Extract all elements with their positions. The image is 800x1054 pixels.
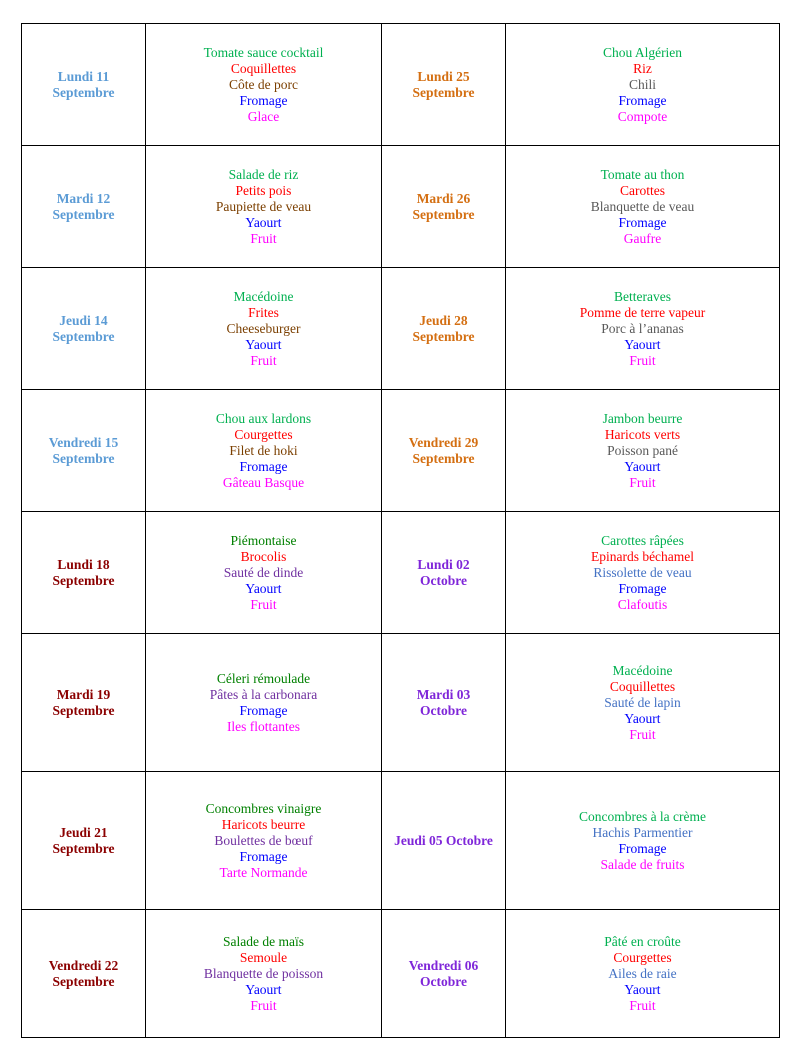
day-date-line: Lundi 11 [57, 68, 110, 84]
day-date-line: Jeudi 28 [419, 312, 468, 328]
day-date-cell [382, 268, 506, 390]
day-date-cell [382, 910, 506, 1038]
dish-item: Carottes [620, 182, 665, 198]
dish-item: Iles flottantes [226, 718, 301, 734]
dish-item: Haricots verts [604, 426, 681, 442]
dish-item: Epinards béchamel [590, 548, 695, 564]
dish-item: Chou aux lardons [215, 410, 312, 426]
day-date-cell [22, 390, 146, 512]
dish-item: Concombres vinaigre [205, 800, 322, 816]
day-dishes-cell [146, 634, 382, 772]
dish-item: Chili [628, 76, 656, 92]
menu-table [21, 23, 780, 1038]
day-dishes-cell [146, 910, 382, 1038]
dish-item: Sauté de lapin [604, 694, 681, 710]
day-date-line: Septembre [412, 84, 475, 100]
dish-item: Tomate au thon [600, 166, 685, 182]
day-dishes-cell [146, 772, 382, 910]
day-date-line: Septembre [52, 702, 115, 718]
day-date-line: Mardi 12 [56, 190, 111, 206]
day-date-cell [22, 910, 146, 1038]
dish-item: Blanquette de poisson [203, 965, 324, 981]
dish-item: Côte de porc [229, 76, 298, 92]
day-date-line: Octobre [420, 572, 467, 588]
day-dishes-cell [146, 512, 382, 634]
day-dishes-cell [506, 512, 780, 634]
dish-item: Chou Algérien [602, 44, 683, 60]
day-date-line: Septembre [412, 328, 475, 344]
day-date-line: Octobre [420, 973, 467, 989]
dish-item: Semoule [239, 949, 288, 965]
day-date-line: Septembre [52, 206, 115, 222]
day-date-cell [382, 390, 506, 512]
day-dishes-cell [506, 24, 780, 146]
menu-body [22, 24, 780, 1038]
day-dishes-cell [506, 146, 780, 268]
dish-item: Coquillettes [609, 678, 676, 694]
dish-item: Fromage [618, 580, 667, 596]
day-date-line: Octobre [420, 702, 467, 718]
day-date-line: Lundi 02 [417, 556, 470, 572]
dish-item: Brocolis [240, 548, 287, 564]
dish-item: Fruit [250, 230, 277, 246]
dish-item: Courgettes [234, 426, 293, 442]
dish-item: Riz [633, 60, 652, 76]
dish-item: Yaourt [245, 214, 282, 230]
day-date-cell [382, 146, 506, 268]
dish-item: Macédoine [233, 288, 294, 304]
dish-item: Carottes râpées [601, 532, 684, 548]
dish-item: Cheeseburger [226, 320, 301, 336]
dish-item: Salade de riz [228, 166, 299, 182]
day-dishes-cell [146, 268, 382, 390]
day-date-line: Vendredi 15 [48, 434, 119, 450]
dish-item: Filet de hoki [229, 442, 298, 458]
menu-row [22, 24, 780, 146]
day-date-line: Septembre [52, 840, 115, 856]
day-date-cell [22, 772, 146, 910]
menu-row [22, 390, 780, 512]
dish-item: Fromage [239, 848, 288, 864]
day-date-cell [382, 512, 506, 634]
dish-item: Fruit [250, 997, 277, 1013]
day-date-line: Vendredi 06 [408, 957, 479, 973]
dish-item: Yaourt [245, 336, 282, 352]
day-date-line: Jeudi 14 [59, 312, 108, 328]
dish-item: Tarte Normande [219, 864, 308, 880]
dish-item: Piémontaise [230, 532, 297, 548]
dish-item: Tomate sauce cocktail [203, 44, 324, 60]
day-dishes-cell [506, 634, 780, 772]
menu-row [22, 146, 780, 268]
dish-item: Fromage [239, 458, 288, 474]
dish-item: Clafoutis [617, 596, 668, 612]
menu-row [22, 512, 780, 634]
dish-item: Pomme de terre vapeur [579, 304, 706, 320]
dish-item: Gaufre [623, 230, 662, 246]
day-date-cell [382, 772, 506, 910]
day-date-line: Septembre [412, 450, 475, 466]
day-dishes-cell [146, 146, 382, 268]
dish-item: Poisson pané [607, 442, 678, 458]
dish-item: Fromage [239, 92, 288, 108]
dish-item: Compote [617, 108, 668, 124]
day-date-cell [382, 24, 506, 146]
dish-item: Concombres à la crème [578, 808, 707, 824]
day-date-line: Septembre [52, 328, 115, 344]
dish-item: Yaourt [624, 458, 661, 474]
day-date-line: Jeudi 21 [59, 824, 108, 840]
day-date-line: Mardi 26 [416, 190, 471, 206]
dish-item: Rissolette de veau [593, 564, 692, 580]
dish-item: Glace [247, 108, 280, 124]
dish-item: Salade de fruits [600, 856, 685, 872]
dish-item: Fruit [629, 474, 656, 490]
dish-item: Fromage [239, 702, 288, 718]
dish-item: Porc à l’ananas [601, 320, 684, 336]
day-dishes-cell [146, 24, 382, 146]
day-date-line: Septembre [52, 84, 115, 100]
day-date-line: Septembre [412, 206, 475, 222]
dish-item: Paupiette de veau [215, 198, 312, 214]
dish-item: Fruit [629, 726, 656, 742]
day-date-line: Septembre [52, 450, 115, 466]
dish-item: Yaourt [245, 981, 282, 997]
dish-item: Fruit [629, 997, 656, 1013]
dish-item: Petits pois [235, 182, 292, 198]
day-date-line: Septembre [52, 973, 115, 989]
day-dishes-cell [146, 390, 382, 512]
day-date-line: Septembre [52, 572, 115, 588]
dish-item: Sauté de dinde [223, 564, 304, 580]
day-date-line: Lundi 25 [417, 68, 470, 84]
dish-item: Gâteau Basque [222, 474, 305, 490]
day-date-cell [22, 512, 146, 634]
day-date-line: Mardi 03 [416, 686, 471, 702]
day-date-cell [22, 24, 146, 146]
dish-item: Yaourt [245, 580, 282, 596]
day-date-line: Lundi 18 [57, 556, 110, 572]
dish-item: Fromage [618, 92, 667, 108]
day-date-cell [22, 634, 146, 772]
dish-item: Yaourt [624, 981, 661, 997]
dish-item: Boulettes de bœuf [214, 832, 313, 848]
dish-item: Courgettes [613, 949, 672, 965]
dish-item: Fromage [618, 840, 667, 856]
dish-item: Fruit [250, 352, 277, 368]
dish-item: Pâté en croûte [604, 933, 681, 949]
dish-item: Céleri rémoulade [216, 670, 311, 686]
day-dishes-cell [506, 910, 780, 1038]
day-dishes-cell [506, 772, 780, 910]
dish-item: Macédoine [612, 662, 673, 678]
dish-item: Fruit [250, 596, 277, 612]
dish-item: Coquillettes [230, 60, 297, 76]
menu-row [22, 772, 780, 910]
dish-item: Fruit [629, 352, 656, 368]
dish-item: Salade de maïs [223, 933, 304, 949]
dish-item: Yaourt [624, 710, 661, 726]
menu-row [22, 634, 780, 772]
dish-item: Hachis Parmentier [592, 824, 693, 840]
day-date-cell [22, 268, 146, 390]
dish-item: Betteraves [614, 288, 671, 304]
day-date-cell [22, 146, 146, 268]
dish-item: Haricots beurre [221, 816, 306, 832]
dish-item: Ailes de raie [608, 965, 677, 981]
dish-item: Pâtes à la carbonara [209, 686, 318, 702]
dish-item: Fromage [618, 214, 667, 230]
day-date-line: Mardi 19 [56, 686, 111, 702]
dish-item: Blanquette de veau [590, 198, 695, 214]
menu-row [22, 268, 780, 390]
day-dishes-cell [506, 390, 780, 512]
day-date-line: Vendredi 22 [48, 957, 119, 973]
dish-item: Frites [248, 304, 279, 320]
menu-row [22, 910, 780, 1038]
dish-item: Yaourt [624, 336, 661, 352]
dish-item: Jambon beurre [602, 410, 683, 426]
day-date-cell [382, 634, 506, 772]
day-date-line: Jeudi 05 Octobre [394, 832, 493, 848]
day-date-line: Vendredi 29 [408, 434, 479, 450]
day-dishes-cell [506, 268, 780, 390]
